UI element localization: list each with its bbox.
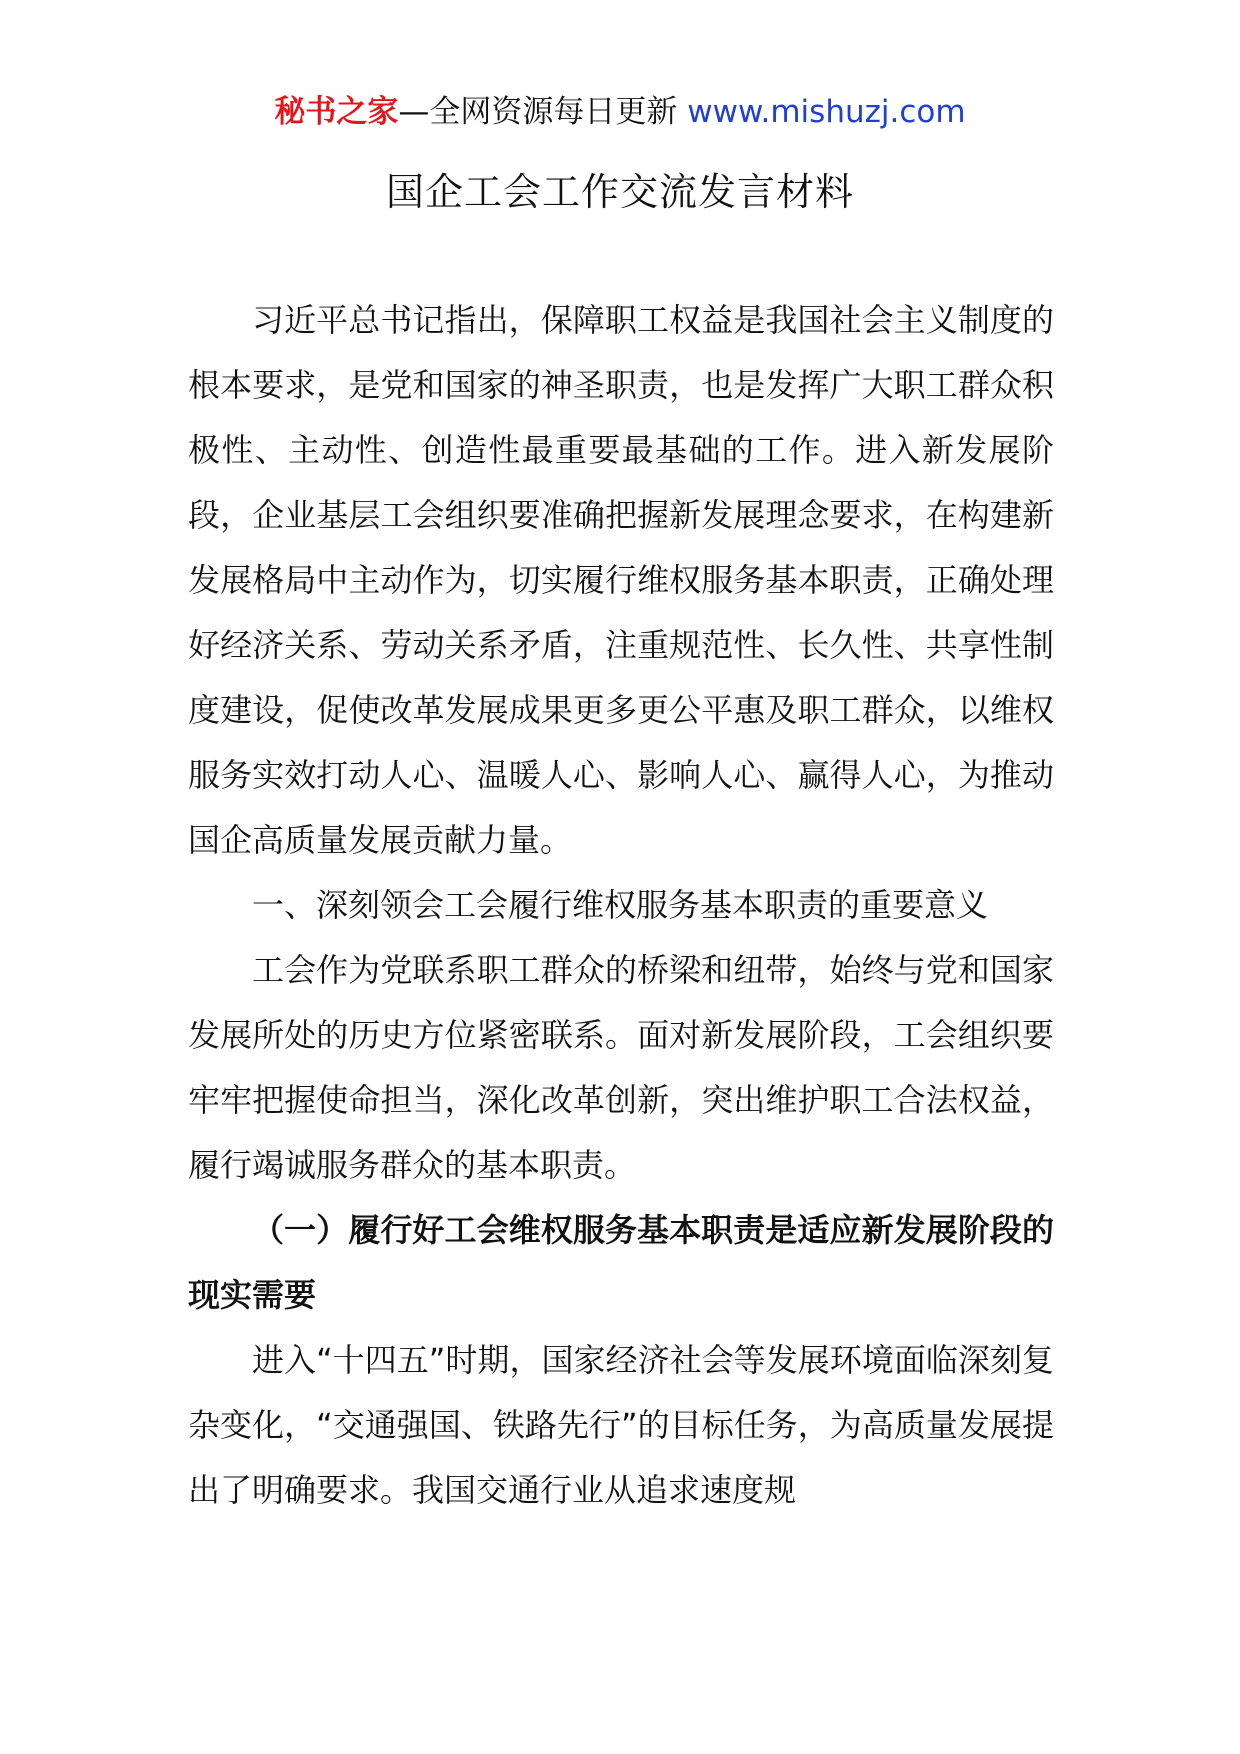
brand-name: 秘书之家 <box>274 94 399 130</box>
section-heading-1: 一、深刻领会工会履行维权服务基本职责的重要意义 <box>252 886 989 924</box>
header-tagline: —全网资源每日更新 <box>398 94 678 130</box>
section-1-paragraph: 工会作为党联系职工群众的桥梁和纽带，始终与党和国家发展所处的历史方位紧密联系。面对新发展阶段，工会组织要牢牢把握使命担当，深化改革创新，突出维护职工合法权益，履行竭诚服务群众的基本职责。 <box>188 951 1054 1184</box>
intro-paragraph: 习近平总书记指出，保障职工权益是我国社会主义制度的根本要求，是党和国家的神圣职责，也是发挥广大职工群众积极性、主动性、创造性最重要最基础的工作。进入新发展阶段，企业基层工会组织要准确把握新发展理念要求，在构建新发展格局中主动作为，切实履行维权服务基本职责，正确处理好经济关系、劳动关系矛盾，注重规范性、长久性、共享性制度建设，促使改革发展成果更多更公平惠及职工群众，以维权服务实效打动人心、温暖人心、影响人心、赢得人心，为推动国企高质量发展贡献力量。 <box>188 301 1054 859</box>
header-url-link[interactable]: www.mishuzj.com <box>687 94 966 130</box>
document-title: 国企工会工作交流发言材料 <box>385 170 854 214</box>
watermark-header <box>0 92 1240 132</box>
document-body <box>188 288 1054 1523</box>
subsection-1-paragraph: 进入“十四五”时期，国家经济社会等发展环境面临深刻复杂变化，“交通强国、铁路先行”的目标任务，为高质量发展提出了明确要求。我国交通行业从追求速度规 <box>188 1341 1054 1509</box>
subsection-heading-1: （一）履行好工会维权服务基本职责是适应新发展阶段的现实需要 <box>188 1211 1054 1314</box>
